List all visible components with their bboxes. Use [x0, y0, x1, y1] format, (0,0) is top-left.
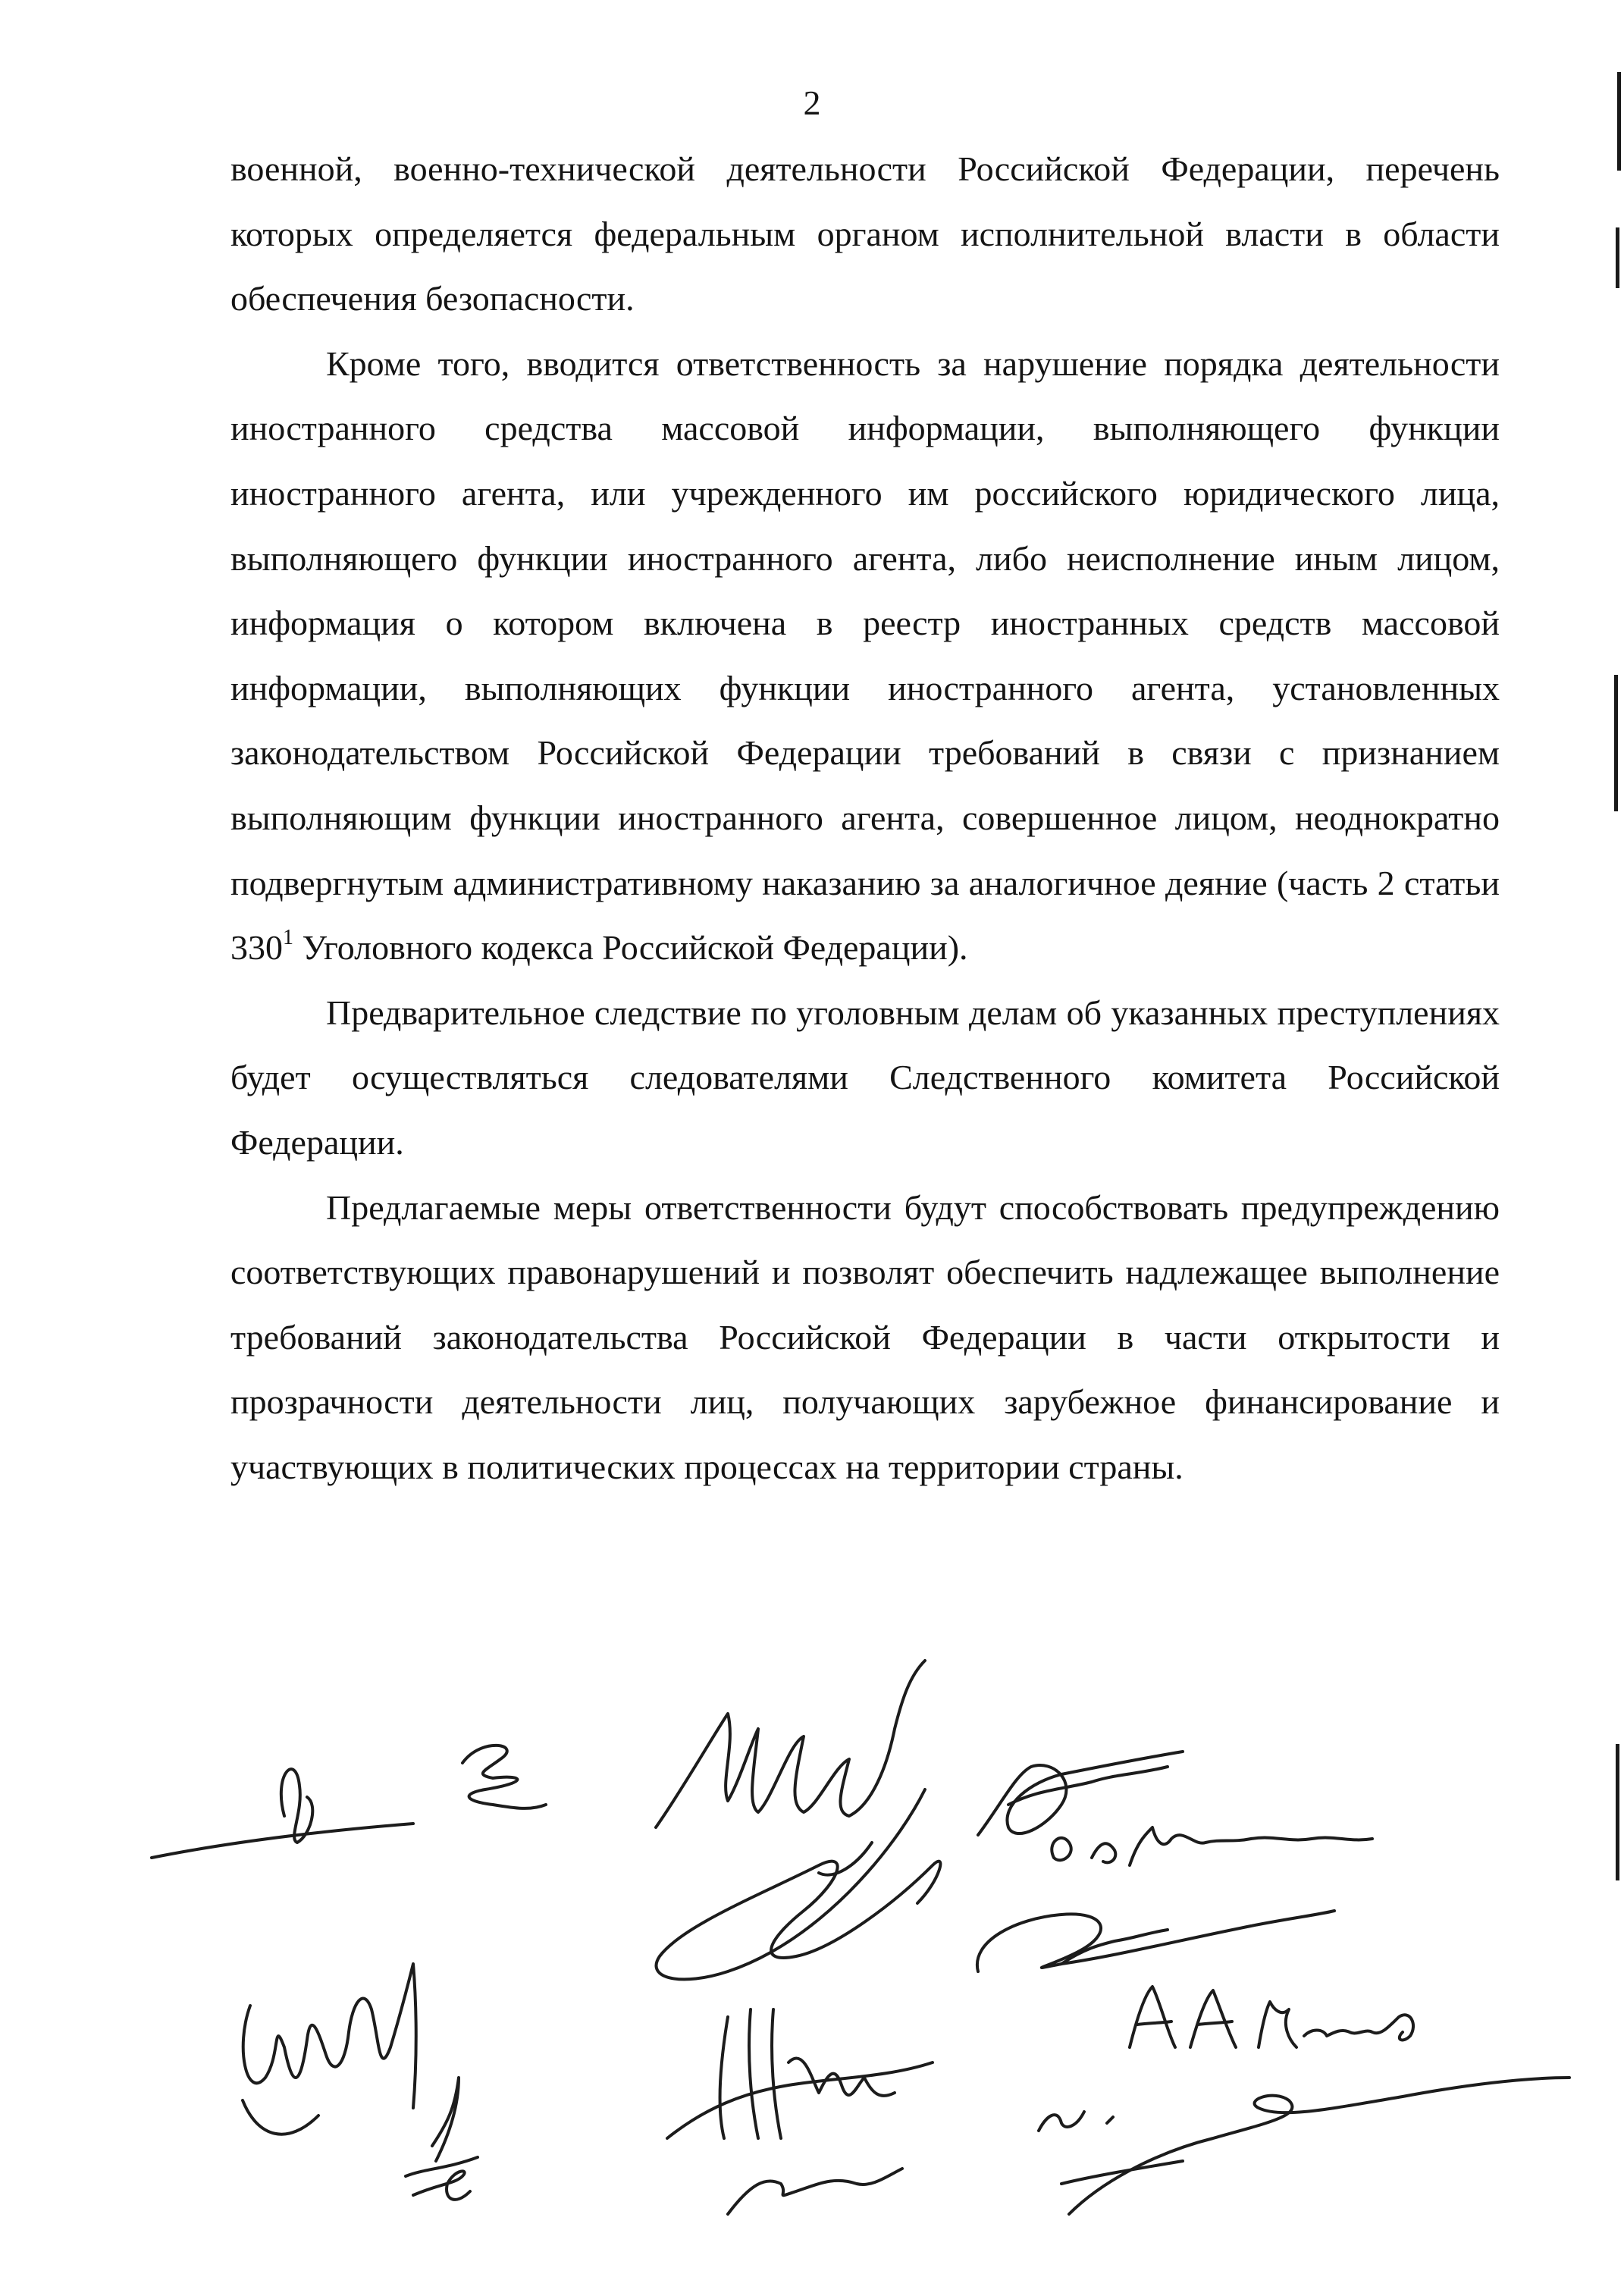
paragraph-investigation: Предварительное следствие по уголовным делам об указанных преступлениях будет осуществляться следователями Следственного комитета Российской Федерации.: [230, 993, 1500, 1162]
scan-margin-mark: [1614, 675, 1618, 811]
page-number: 2: [803, 83, 821, 122]
signature-1: [152, 1745, 546, 1858]
signature-7: [978, 1752, 1183, 1835]
document-body: [230, 136, 1500, 1499]
signature-8: [977, 1911, 1334, 1971]
paragraph-measures: Предлагаемые меры ответственности будут способствовать предупреждению соответствующих правонарушений и позволят обеспечить надлежащее выполнение требований законодательства Российской Федерации в части открытости и прозрачности деятельности лиц, получающих зарубежное финансирование и участвующих в политических процессах на территории страны.: [230, 1187, 1500, 1486]
scan-margin-mark: [1617, 72, 1621, 171]
signature-2: [243, 1964, 416, 2134]
signature-9: [1039, 2078, 1569, 2214]
paragraph-liability-text: Кроме того, вводится ответственность за нарушение порядка деятельности иностранного средства массовой информации, выполняющего функции иностранного агента, или учрежденного им российского юридического лица, выполняющего функции иностранного агента, либо неисполнение иным лицом, информация о котором включена в реестр иностранных средств массовой информации, выполняющих функции иностранного агента, установленных законодательством Российской Федерации требований в связи с признанием выполняющим функции иностранного агента, совершенное лицом, неоднократно подвергнутым административному наказанию за аналогичное деяние (часть 2 статьи 330: [230, 343, 1500, 968]
article-superscript: 1: [283, 926, 293, 950]
paragraph-liability-tail: Уголовного кодекса Российской Федерации).: [293, 928, 968, 968]
signature-6: [667, 2009, 933, 2214]
signature-5: [657, 1789, 941, 1979]
handwritten-name-melnichenko: [1052, 1827, 1372, 1865]
paragraph-continuation: военной, военно-технической деятельности Российской Федерации, перечень которых определяется федеральным органом исполнительной власти в области обеспечения безопасности.: [230, 149, 1500, 318]
signature-3: [406, 2078, 478, 2200]
handwritten-name-klimov: [1130, 1987, 1413, 2047]
signature-block: [0, 1653, 1624, 2229]
paragraph-liability: [230, 331, 1500, 980]
signature-4: [656, 1661, 925, 1875]
scan-margin-mark: [1616, 227, 1619, 288]
signatures-image: [0, 1653, 1624, 2229]
